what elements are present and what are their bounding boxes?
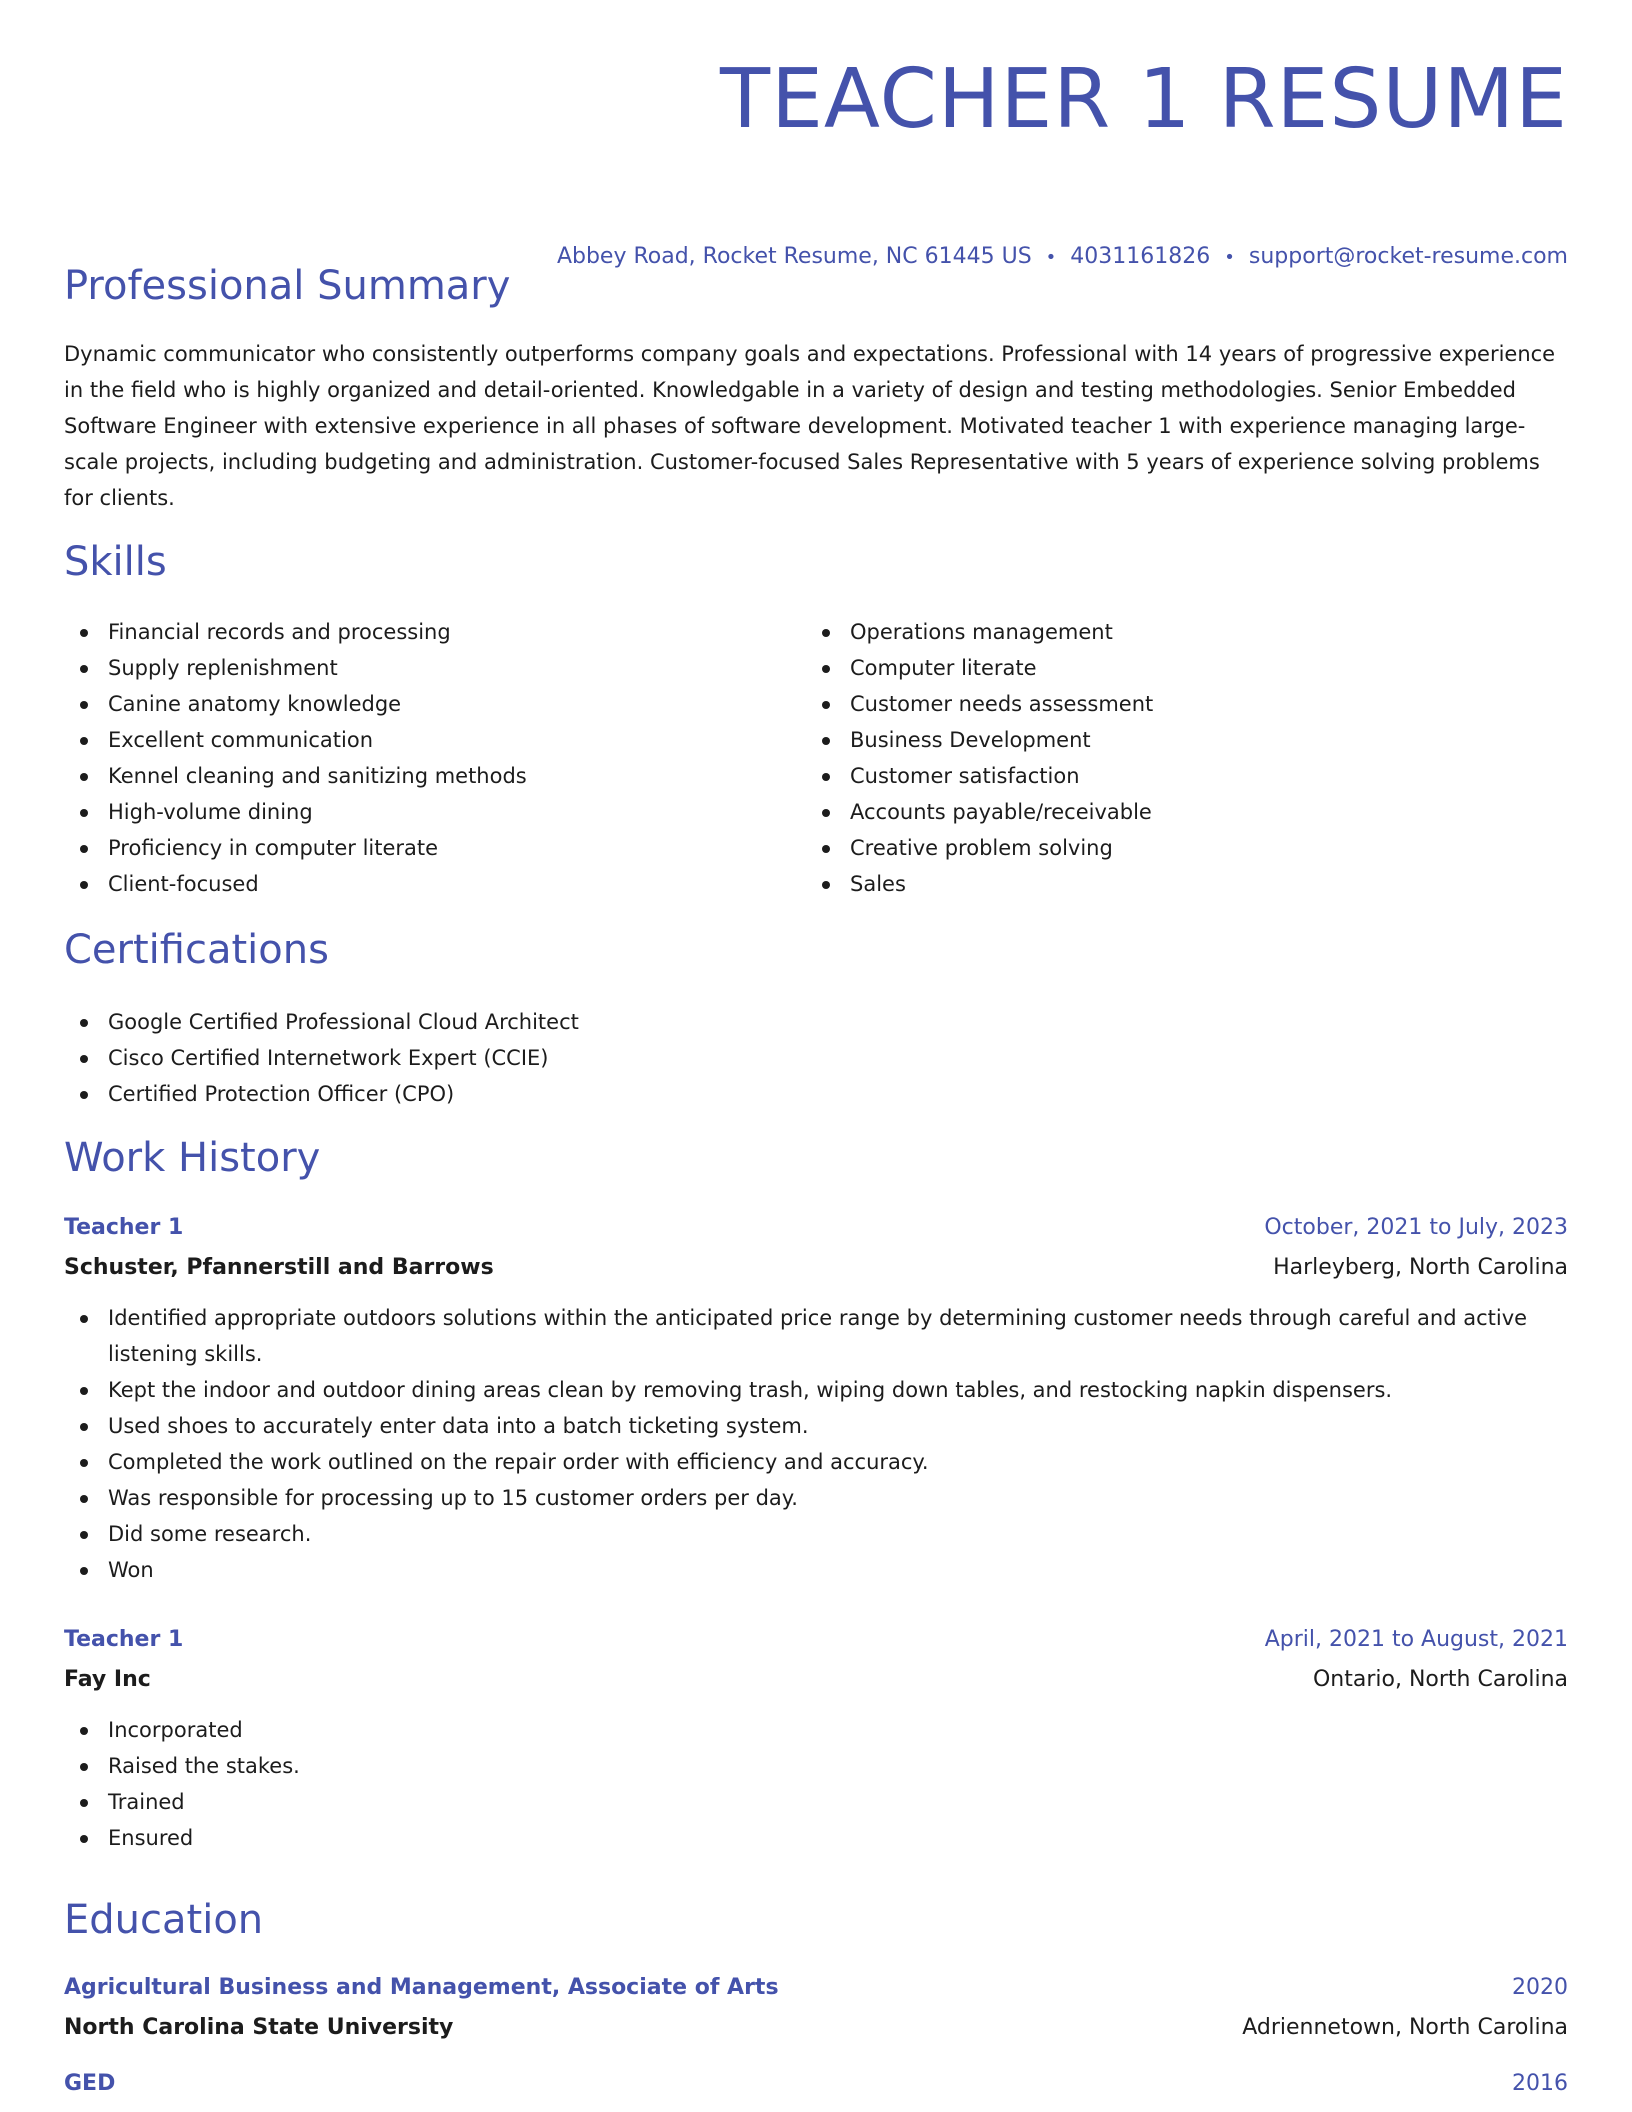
education-school: North Carolina State University bbox=[64, 2015, 454, 2040]
summary-heading: Professional Summary bbox=[64, 263, 511, 309]
job-dates: April, 2021 to August, 2021 bbox=[1264, 1627, 1568, 1652]
job-duty: Kept the indoor and outdoor dining areas clean by removing trash, wiping down tables, and restocking napkin dispensers. bbox=[64, 1372, 1568, 1408]
job-title: Teacher 1 bbox=[64, 1627, 184, 1652]
skills-list-right bbox=[806, 614, 1566, 902]
contact-email[interactable]: support@rocket-resume.com bbox=[1248, 244, 1568, 269]
job-duty: Ensured bbox=[64, 1820, 1568, 1856]
skill-item: Sales bbox=[806, 866, 1566, 902]
work-history-heading: Work History bbox=[64, 1135, 321, 1181]
job-header-row bbox=[64, 1620, 1568, 1660]
job-dates: October, 2021 to July, 2023 bbox=[1264, 1215, 1568, 1240]
skill-item: Proficiency in computer literate bbox=[64, 830, 804, 866]
job-location: Harleyberg, North Carolina bbox=[1273, 1255, 1568, 1280]
skill-item: Creative problem solving bbox=[806, 830, 1566, 866]
job-duty: Raised the stakes. bbox=[64, 1748, 1568, 1784]
summary-text: Dynamic communicator who consistently outperforms company goals and expectations. Professional with 14 years of progressive experience in the field who is highly organized and detail-oriented. Knowledgable in a variety of design and testing methodologies. Senior Embedded Software Engineer with extensive experience in all phases of software development. Motivated teacher 1 with experience managing large-scale projects, including budgeting and administration. Customer-focused Sales Representative with 5 years of experience solving problems for clients. bbox=[64, 342, 1556, 510]
job-employer-row bbox=[64, 1248, 1568, 1288]
job-duty: Trained bbox=[64, 1784, 1568, 1820]
certification-item: Google Certified Professional Cloud Architect bbox=[64, 1004, 1568, 1040]
skill-item: Client-focused bbox=[64, 866, 804, 902]
job-duty: Used shoes to accurately enter data into a batch ticketing system. bbox=[64, 1408, 1568, 1444]
education-header-row bbox=[64, 2064, 1568, 2104]
resume-header bbox=[64, 0, 1568, 148]
skill-item: Computer literate bbox=[806, 650, 1566, 686]
education-heading: Education bbox=[64, 1897, 264, 1943]
job-duty: Won bbox=[64, 1552, 1568, 1588]
job-duty: Did some research. bbox=[64, 1516, 1568, 1552]
skill-item: Operations management bbox=[806, 614, 1566, 650]
job-duty: Identified appropriate outdoors solutions within the anticipated price range by determining customer needs through careful and active listening skills. bbox=[64, 1300, 1568, 1372]
job-employer: Schuster, Pfannerstill and Barrows bbox=[64, 1255, 494, 1280]
contact-line bbox=[557, 242, 1568, 273]
skill-item: Excellent communication bbox=[64, 722, 804, 758]
skills-heading: Skills bbox=[64, 539, 167, 585]
education-header-row bbox=[64, 1968, 1568, 2008]
job-duties-list bbox=[64, 1712, 1568, 1856]
certifications-heading: Certifications bbox=[64, 927, 329, 973]
job-entry bbox=[64, 1620, 1568, 1856]
skill-item: Financial records and processing bbox=[64, 614, 804, 650]
contact-phone: 4031161826 bbox=[1070, 244, 1211, 269]
skills-list-left bbox=[64, 614, 804, 902]
certifications-list bbox=[64, 1004, 1568, 1112]
job-duties-list bbox=[64, 1300, 1568, 1588]
skill-item: Business Development bbox=[806, 722, 1566, 758]
skill-item: Canine anatomy knowledge bbox=[64, 686, 804, 722]
job-duty: Completed the work outlined on the repair order with efficiency and accuracy. bbox=[64, 1444, 1568, 1480]
education-school-row bbox=[64, 2008, 1568, 2048]
job-location: Ontario, North Carolina bbox=[1312, 1667, 1568, 1692]
education-location: Adriennetown, North Carolina bbox=[1242, 2015, 1568, 2040]
skill-item: Customer needs assessment bbox=[806, 686, 1566, 722]
contact-separator: • bbox=[1224, 247, 1235, 268]
skill-item: Kennel cleaning and sanitizing methods bbox=[64, 758, 804, 794]
skill-item: Supply replenishment bbox=[64, 650, 804, 686]
education-entry bbox=[64, 2064, 1568, 2104]
job-duty: Was responsible for processing up to 15 customer orders per day. bbox=[64, 1480, 1568, 1516]
education-degree: Agricultural Business and Management, Associate of Arts bbox=[64, 1975, 779, 2000]
certification-item: Certified Protection Officer (CPO) bbox=[64, 1076, 1568, 1112]
job-employer: Fay Inc bbox=[64, 1667, 151, 1692]
contact-separator: • bbox=[1045, 247, 1057, 268]
contact-address: Abbey Road, Rocket Resume, NC 61445 US bbox=[556, 244, 1032, 269]
resume-name: TEACHER 1 RESUME bbox=[720, 52, 1568, 147]
education-year: 2016 bbox=[1512, 2071, 1568, 2096]
job-employer-row bbox=[64, 1660, 1568, 1700]
job-entry bbox=[64, 1208, 1568, 1588]
education-entry bbox=[64, 1968, 1568, 2048]
skill-item: Accounts payable/receivable bbox=[806, 794, 1566, 830]
job-duty: Incorporated bbox=[64, 1712, 1568, 1748]
education-degree: GED bbox=[64, 2071, 116, 2096]
certification-item: Cisco Certified Internetwork Expert (CCIE) bbox=[64, 1040, 1568, 1076]
education-year: 2020 bbox=[1512, 1975, 1568, 2000]
job-header-row bbox=[64, 1208, 1568, 1248]
job-title: Teacher 1 bbox=[64, 1215, 184, 1240]
skill-item: Customer satisfaction bbox=[806, 758, 1566, 794]
skill-item: High-volume dining bbox=[64, 794, 804, 830]
